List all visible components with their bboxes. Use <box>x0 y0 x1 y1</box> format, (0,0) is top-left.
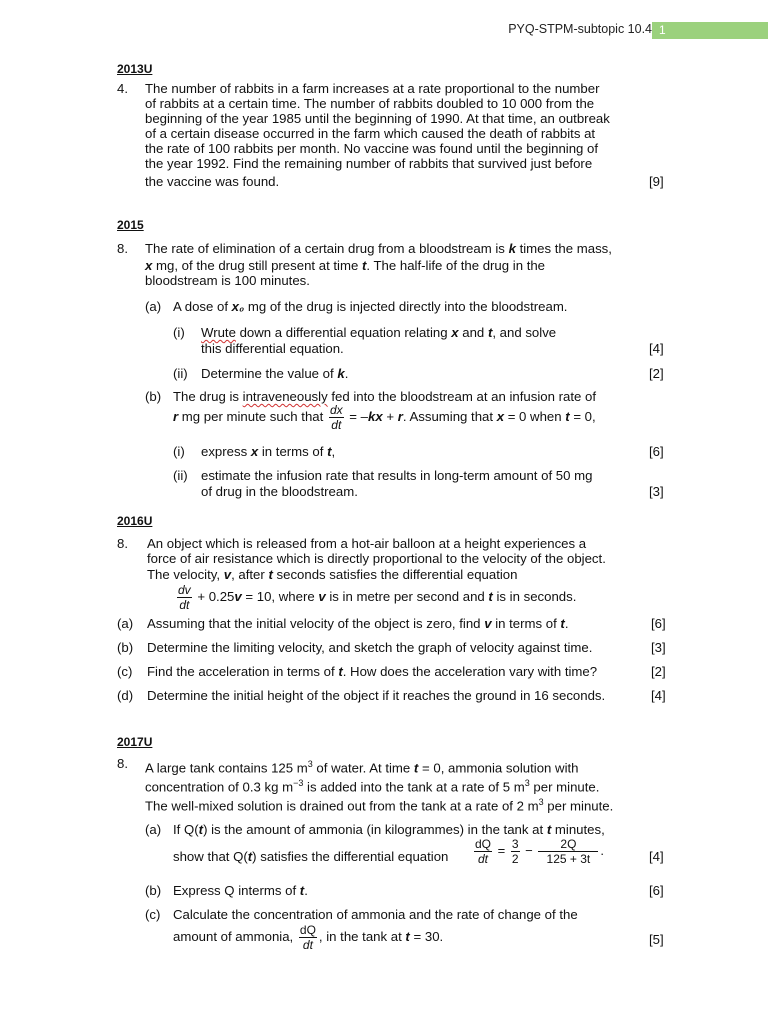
q2013-number: 4. <box>117 81 128 96</box>
q2016-part-a-label: (a) <box>117 616 134 631</box>
q2017-part-c-line-2: amount of ammonia, $\frac{dQ}{dt}$ , in the tank at t = 30. <box>173 923 444 952</box>
q2017-part-a-label: (a) <box>145 822 162 837</box>
q2015-part-b-i: express x in terms of t, <box>201 444 336 459</box>
q2015-part-b-ii-line-1: estimate the infusion rate that results in long-term amount of 50 mg <box>201 468 593 483</box>
q2017-part-a-line-2: show that Q(t) satisfies the differential equation <box>173 849 449 864</box>
q2017-equation: $\frac{dQ}{dt}$ = $\frac{3}{2}$ − $\frac{2Q}{125 + 3t}$ . <box>475 837 605 866</box>
year-heading-2016u: 2016U <box>117 514 153 528</box>
q2015-part-b-line-1: The drug is intraveneously fed into the bloodstream at an infusion rate of <box>173 389 597 404</box>
q2015-part-a-ii-label: (ii) <box>173 366 188 381</box>
q2017-part-b-marks: [6] <box>649 883 664 898</box>
year-heading-2013u: 2013U <box>117 62 153 76</box>
q2015-number: 8. <box>117 241 128 256</box>
q2015-line-1: The rate of elimination of a certain drug from a bloodstream is k times the mass, <box>145 241 612 256</box>
q2016-part-a: Assuming that the initial velocity of the object is zero, find v in terms of t. <box>147 616 569 631</box>
q2015-part-b-i-label: (i) <box>173 444 185 459</box>
q2017-part-a-line-1: If Q(t) is the amount of ammonia (in kilogrammes) in the tank at t minutes, <box>173 822 605 837</box>
q2013-line-1: The number of rabbits in a farm increases at a rate proportional to the number <box>145 81 600 96</box>
q2015-part-b-ii-label: (ii) <box>173 468 188 483</box>
q2015-part-b-line-2: r mg per minute such that $\frac{dx}{dt}$ = –kx + r. Assuming that x = 0 when t = 0, <box>173 403 596 432</box>
q2015-part-a-label: (a) <box>145 299 162 314</box>
q2016-line-3: The velocity, v, after t seconds satisfies the differential equation <box>147 567 518 582</box>
q2013-line-5: the rate of 100 rabbits per month. No vaccine was found until the beginning of <box>145 141 599 156</box>
fraction-dv-dt: $\frac{dv}{dt}$ <box>178 583 191 612</box>
q2017-part-c-label: (c) <box>145 907 161 922</box>
q2013-line-7: the vaccine was found. <box>145 174 280 189</box>
q2015-part-a-i-marks: [4] <box>649 341 664 356</box>
q2017-part-b: Express Q interms of t. <box>173 883 308 898</box>
q2015-part-b-ii-line-2: of drug in the bloodstream. <box>201 484 358 499</box>
page-number: 1 <box>652 22 768 39</box>
q2017-line-2: concentration of 0.3 kg $m^{-3}$ is added into the tank at a rate of 5 $m^3$ per minute. <box>145 778 600 795</box>
q2016-part-d-marks: [4] <box>651 688 666 703</box>
q2015-part-a: A dose of x₀ mg of the drug is injected directly into the bloodstream. <box>173 299 568 314</box>
q2015-line-2: x mg, of the drug still present at time t. The half-life of the drug in the <box>145 258 546 273</box>
q2016-part-d: Determine the initial height of the object if it reaches the ground in 16 seconds. <box>147 688 606 703</box>
q2016-part-a-marks: [6] <box>651 616 666 631</box>
q2017-line-1: A large tank contains 125 $m^3$ of water. At time t = 0, ammonia solution with <box>145 759 579 776</box>
q2016-line-1: An object which is released from a hot-air balloon at a height experiences a <box>147 536 587 551</box>
q2015-part-a-i-line-1: Wrute down a differential equation relating x and t, and solve <box>201 325 557 340</box>
fraction-3-2: $\frac{3}{2}$ <box>511 837 519 866</box>
running-header: PYQ-STPM-subtopic 10.4 <box>508 22 652 36</box>
q2016-part-c-label: (c) <box>117 664 133 679</box>
q2017-part-c-marks: [5] <box>649 932 664 947</box>
fraction-dq-dt-2: $\frac{dQ}{dt}$ <box>299 923 316 952</box>
q2013-line-2: of rabbits at a certain time. The number of rabbits doubled to 10 000 from the <box>145 96 595 111</box>
q2016-part-c: Find the acceleration in terms of t. How does the acceleration vary with time? <box>147 664 598 679</box>
q2013-line-6: the year 1992. Find the remaining number of rabbits that survived just before <box>145 156 593 171</box>
q2017-line-3: The well-mixed solution is drained out from the tank at a rate of 2 $m^3$ per minute. <box>145 797 614 814</box>
q2016-part-b-marks: [3] <box>651 640 666 655</box>
q2015-part-a-ii: Determine the value of k. <box>201 366 349 381</box>
q2015-part-b-label: (b) <box>145 389 162 404</box>
fraction-dq-dt: $\frac{dQ}{dt}$ <box>475 837 492 866</box>
fraction-dx-dt: $\frac{dx}{dt}$ <box>329 403 343 432</box>
q2013-line-3: beginning of the year 1985 until the beginning of 1990. At that time, an outbreak <box>145 111 610 126</box>
q2013-line-4: of a certain disease occurred in the farm which caused the death of rabbits at <box>145 126 596 141</box>
q2015-part-b-i-marks: [6] <box>649 444 664 459</box>
q2016-part-b-label: (b) <box>117 640 134 655</box>
q2016-part-b: Determine the limiting velocity, and sketch the graph of velocity against time. <box>147 640 593 655</box>
q2013-marks: [9] <box>649 174 664 189</box>
q2016-number: 8. <box>117 536 128 551</box>
year-heading-2015: 2015 <box>117 218 144 232</box>
q2015-part-a-i-label: (i) <box>173 325 185 340</box>
q2016-line-2: force of air resistance which is directly proportional to the velocity of the object. <box>147 551 606 566</box>
q2016-part-d-label: (d) <box>117 688 134 703</box>
q2015-part-b-ii-marks: [3] <box>649 484 664 499</box>
q2017-part-c-line-1: Calculate the concentration of ammonia and the rate of change of the <box>173 907 578 922</box>
q2017-part-b-label: (b) <box>145 883 162 898</box>
q2015-part-a-i-line-2: this differential equation. <box>201 341 344 356</box>
q2016-equation: $\frac{dv}{dt}$ + 0.25v = 10, where v is in metre per second and t is in seconds. <box>178 583 577 612</box>
year-heading-2017u: 2017U <box>117 735 153 749</box>
q2015-part-a-ii-marks: [2] <box>649 366 664 381</box>
q2017-part-a-marks: [4] <box>649 849 664 864</box>
q2015-line-3: bloodstream is 100 minutes. <box>145 273 310 288</box>
q2017-number: 8. <box>117 756 128 771</box>
fraction-2q: $\frac{2Q}{125 + 3t}$ <box>538 838 598 865</box>
q2016-part-c-marks: [2] <box>651 664 666 679</box>
